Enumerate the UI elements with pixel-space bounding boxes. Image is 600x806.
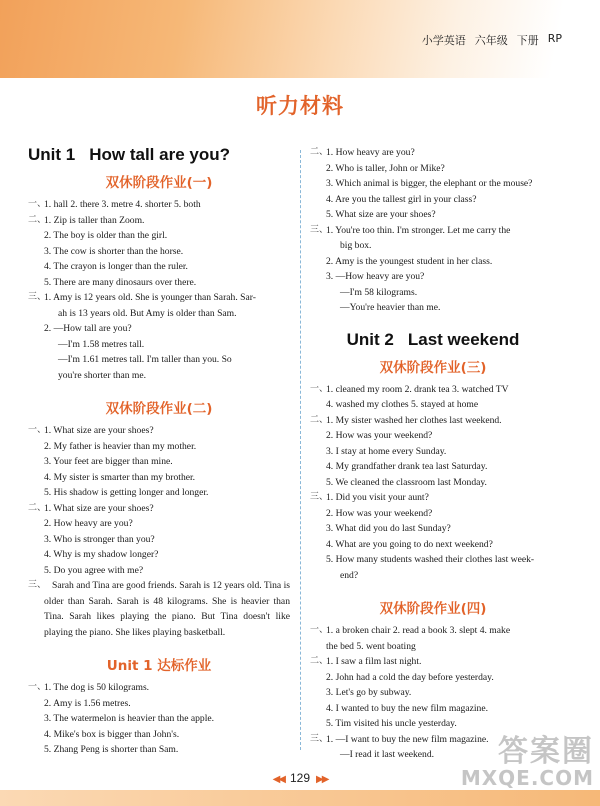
line-text: 2. How was your weekend? xyxy=(326,507,433,519)
exercise-line xyxy=(28,213,290,229)
header-subject: 小学英语 xyxy=(421,34,466,47)
item-number: 三、 xyxy=(28,292,47,302)
exercise-line xyxy=(28,696,290,712)
line-text: —I'm 58 kilograms. xyxy=(340,286,418,298)
line-text: big box. xyxy=(340,240,372,251)
line-text: 1. hall 2. there 3. metre 4. shorter 5. both xyxy=(44,199,201,210)
item-number: 三、 xyxy=(310,492,329,502)
unit2-heading xyxy=(310,330,556,350)
exercise-line xyxy=(310,670,556,686)
right-column xyxy=(310,145,556,763)
exercise-line xyxy=(310,459,556,475)
line-text: 5. Zhang Peng is shorter than Sam. xyxy=(44,744,179,755)
exercise-line xyxy=(310,176,556,192)
exercise-line xyxy=(28,439,290,455)
unit1-label: Unit 1 xyxy=(28,145,76,164)
exercise-line xyxy=(310,552,556,568)
exercise-line xyxy=(28,485,290,501)
item-number: 二、 xyxy=(28,214,47,225)
line-text: 2. Amy is the youngest student in her class. xyxy=(326,255,493,267)
item-number: 二、 xyxy=(28,502,47,513)
paragraph-text: Sarah and Tina are good friends. Sarah is 12 years old. Tina is older than Sarah. Sarah is 48 kilograms. She is heavier than Tina. Sarah likes playing the piano. But Tina doesn't like playing the piano. She likes playing basketball. xyxy=(44,580,290,638)
line-text: 4. My grandfather drank tea last Saturday. xyxy=(326,461,488,472)
item-number: 一、 xyxy=(310,383,329,394)
line-text: 5. What size are your shoes? xyxy=(326,209,436,220)
line-text: —I'm 1.61 metres tall. I'm taller than you. So xyxy=(58,354,232,365)
line-text: 4. The crayon is longer than the ruler. xyxy=(44,261,188,272)
section-title: 双休阶段作业(三) xyxy=(379,359,487,376)
exercise-list xyxy=(310,145,556,316)
column-divider xyxy=(300,150,301,750)
exercise-line xyxy=(310,623,556,639)
line-text: 4. Mike's box is bigger than John's. xyxy=(44,728,180,740)
exercise-line xyxy=(310,521,556,537)
line-text: 5. There are many dinosaurs over there. xyxy=(44,276,197,288)
exercise-line xyxy=(28,727,290,743)
exercise-line xyxy=(28,337,290,353)
line-text: 4. Are you the tallest girl in your class? xyxy=(326,193,477,205)
line-text: 1. Amy is 12 years old. She is younger than Sarah. Sar- xyxy=(44,292,256,303)
line-text: 3. Let's go by subway. xyxy=(326,687,412,698)
page-number-text: 129 xyxy=(289,771,311,785)
exercise-line xyxy=(310,207,556,223)
page-title: 听力材料 xyxy=(256,94,344,118)
line-text: the bed 5. went boating xyxy=(326,640,416,652)
exercise-line xyxy=(28,680,290,696)
line-text: 4. Why is my shadow longer? xyxy=(44,549,159,560)
line-text: 2. The boy is older than the girl. xyxy=(44,230,168,241)
exercise-line xyxy=(310,654,556,670)
exercise-line xyxy=(310,382,556,398)
item-number: 二、 xyxy=(310,656,329,666)
line-text: 5. Do you agree with me? xyxy=(44,564,144,576)
exercise-line xyxy=(310,490,556,506)
line-text: 4. I wanted to buy the new film magazine. xyxy=(326,702,488,714)
line-text: 4. What are you going to do next weekend? xyxy=(326,538,493,550)
item-number: 一、 xyxy=(28,425,47,435)
watermark-text: 答案圈 xyxy=(498,734,594,769)
exercise-line xyxy=(28,275,290,291)
line-text: 5. We cleaned the classroom last Monday. xyxy=(326,476,487,488)
listening-paragraph xyxy=(28,578,290,640)
left-column xyxy=(28,145,290,758)
line-text: 2. —How tall are you? xyxy=(44,323,132,334)
footer-band xyxy=(0,790,600,806)
section-title: 双休阶段作业(一) xyxy=(105,175,213,191)
exercise-line xyxy=(310,161,556,177)
exercise-line xyxy=(310,701,556,717)
line-text: —I read it last weekend. xyxy=(340,749,435,760)
header-volume: 下册 xyxy=(516,34,539,47)
exercise-line xyxy=(310,238,556,254)
exercise-line xyxy=(310,475,556,491)
item-number: 三、 xyxy=(310,733,329,744)
line-text: end? xyxy=(340,569,359,581)
item-number: 二、 xyxy=(310,414,329,425)
exercise-line xyxy=(310,192,556,208)
line-text: 3. Who is stronger than you? xyxy=(44,533,155,545)
line-text: 2. Amy is 1.56 metres. xyxy=(44,697,131,709)
exercise-line xyxy=(28,547,290,563)
unit1-title: How tall are you? xyxy=(89,145,230,164)
item-number: 三、 xyxy=(28,580,47,590)
line-text: 5. Tim visited his uncle yesterday. xyxy=(326,718,457,729)
line-text: 1. Did you visit your aunt? xyxy=(326,492,429,503)
line-text: 1. My sister washed her clothes last weekend. xyxy=(326,414,502,426)
line-text: 1. You're too thin. I'm stronger. Let me carry the xyxy=(326,224,511,236)
line-text: you're shorter than me. xyxy=(58,369,147,381)
line-text: 2. Who is taller, John or Mike? xyxy=(326,162,445,174)
exercise-line xyxy=(310,413,556,429)
exercise-line xyxy=(310,397,556,413)
line-text: 1. I saw a film last night. xyxy=(326,656,422,667)
line-text: 3. The cow is shorter than the horse. xyxy=(44,245,184,257)
section-title: 双休阶段作业(四) xyxy=(379,601,487,617)
item-number: 三、 xyxy=(310,224,329,235)
exercise-line xyxy=(28,711,290,727)
line-text: 3. What did you do last Sunday? xyxy=(326,523,451,534)
item-number: 一、 xyxy=(28,199,47,209)
unit1-heading xyxy=(28,145,290,165)
unit2-title: Last weekend xyxy=(407,329,520,349)
section-title: 双休阶段作业(二) xyxy=(105,401,213,417)
line-text: 1. What size are your shoes? xyxy=(44,425,154,436)
item-number: 二、 xyxy=(310,147,329,157)
line-text: 1. How heavy are you? xyxy=(326,147,415,158)
line-text: 2. How was your weekend? xyxy=(326,430,433,441)
line-text: 1. a broken chair 2. read a book 3. slept 4. make xyxy=(326,625,511,636)
exercise-line xyxy=(28,321,290,337)
exercise-line xyxy=(28,470,290,486)
line-text: 1. The dog is 50 kilograms. xyxy=(44,682,150,693)
item-number: 一、 xyxy=(28,682,47,692)
exercise-list xyxy=(28,423,290,578)
header-grade: 六年级 xyxy=(474,34,508,47)
line-text: —You're heavier than me. xyxy=(340,302,441,313)
exercise-line xyxy=(28,290,290,306)
line-text: ah is 13 years old. But Amy is older than Sam. xyxy=(58,307,237,319)
page-number xyxy=(0,771,600,785)
line-text: 3. The watermelon is heavier than the apple. xyxy=(44,713,215,724)
line-text: 2. How heavy are you? xyxy=(44,518,133,529)
header-meta xyxy=(422,32,562,48)
line-text: 4. My sister is smarter than my brother. xyxy=(44,471,196,483)
line-text: —I'm 1.58 metres tall. xyxy=(58,338,145,350)
exercise-line xyxy=(28,368,290,384)
exercise-line xyxy=(28,259,290,275)
exercise-line xyxy=(310,269,556,285)
exercise-line xyxy=(28,501,290,517)
item-number: 一、 xyxy=(310,625,329,635)
prev-arrows-icon: ◀◀ xyxy=(272,774,284,785)
exercise-line xyxy=(310,568,556,584)
exercise-line xyxy=(310,685,556,701)
line-text: 3. Your feet are bigger than mine. xyxy=(44,456,173,467)
exercise-line xyxy=(310,506,556,522)
exercise-line xyxy=(310,444,556,460)
next-arrows-icon: ▶▶ xyxy=(316,774,328,785)
exercise-line xyxy=(28,228,290,244)
line-text: 5. How many students washed their clothes last week- xyxy=(326,554,535,565)
line-text: 3. I stay at home every Sunday. xyxy=(326,445,447,457)
exercise-line xyxy=(28,244,290,260)
line-text: 1. cleaned my room 2. drank tea 3. watched TV xyxy=(326,383,509,395)
exercise-line xyxy=(28,532,290,548)
line-text: 3. Which animal is bigger, the elephant or the mouse? xyxy=(326,178,533,189)
exercise-line xyxy=(310,639,556,655)
header-edition: RP xyxy=(547,32,562,45)
exercise-line xyxy=(310,285,556,301)
exercise-line xyxy=(310,537,556,553)
line-text: 2. My father is heavier than my mother. xyxy=(44,440,197,452)
exercise-line xyxy=(28,563,290,579)
line-text: 3. —How heavy are you? xyxy=(326,271,425,282)
line-text: 4. washed my clothes 5. stayed at home xyxy=(326,399,479,410)
exercise-line xyxy=(28,306,290,322)
exercise-line xyxy=(28,516,290,532)
exercise-line xyxy=(28,352,290,368)
exercise-list xyxy=(310,382,556,584)
exercise-list xyxy=(28,680,290,758)
exercise-line xyxy=(310,300,556,316)
line-text: 1. —I want to buy the new film magazine. xyxy=(326,733,489,745)
line-text: 2. John had a cold the day before yesterday. xyxy=(326,671,494,683)
exercise-line xyxy=(28,197,290,213)
line-text: 1. Zip is taller than Zoom. xyxy=(44,214,145,226)
exercise-line xyxy=(310,223,556,239)
exercise-list xyxy=(28,197,290,383)
exercise-line xyxy=(28,742,290,758)
section-title: Unit 1 达标作业 xyxy=(106,658,212,674)
exercise-line xyxy=(310,145,556,161)
line-text: 1. What size are your shoes? xyxy=(44,502,154,514)
exercise-line xyxy=(310,254,556,270)
watermark-url: MXQE.COM xyxy=(460,766,594,790)
line-text: 5. His shadow is getting longer and longer. xyxy=(44,487,209,498)
exercise-line xyxy=(28,454,290,470)
exercise-line xyxy=(310,428,556,444)
unit2-label: Unit 2 xyxy=(346,329,394,349)
exercise-line xyxy=(28,423,290,439)
